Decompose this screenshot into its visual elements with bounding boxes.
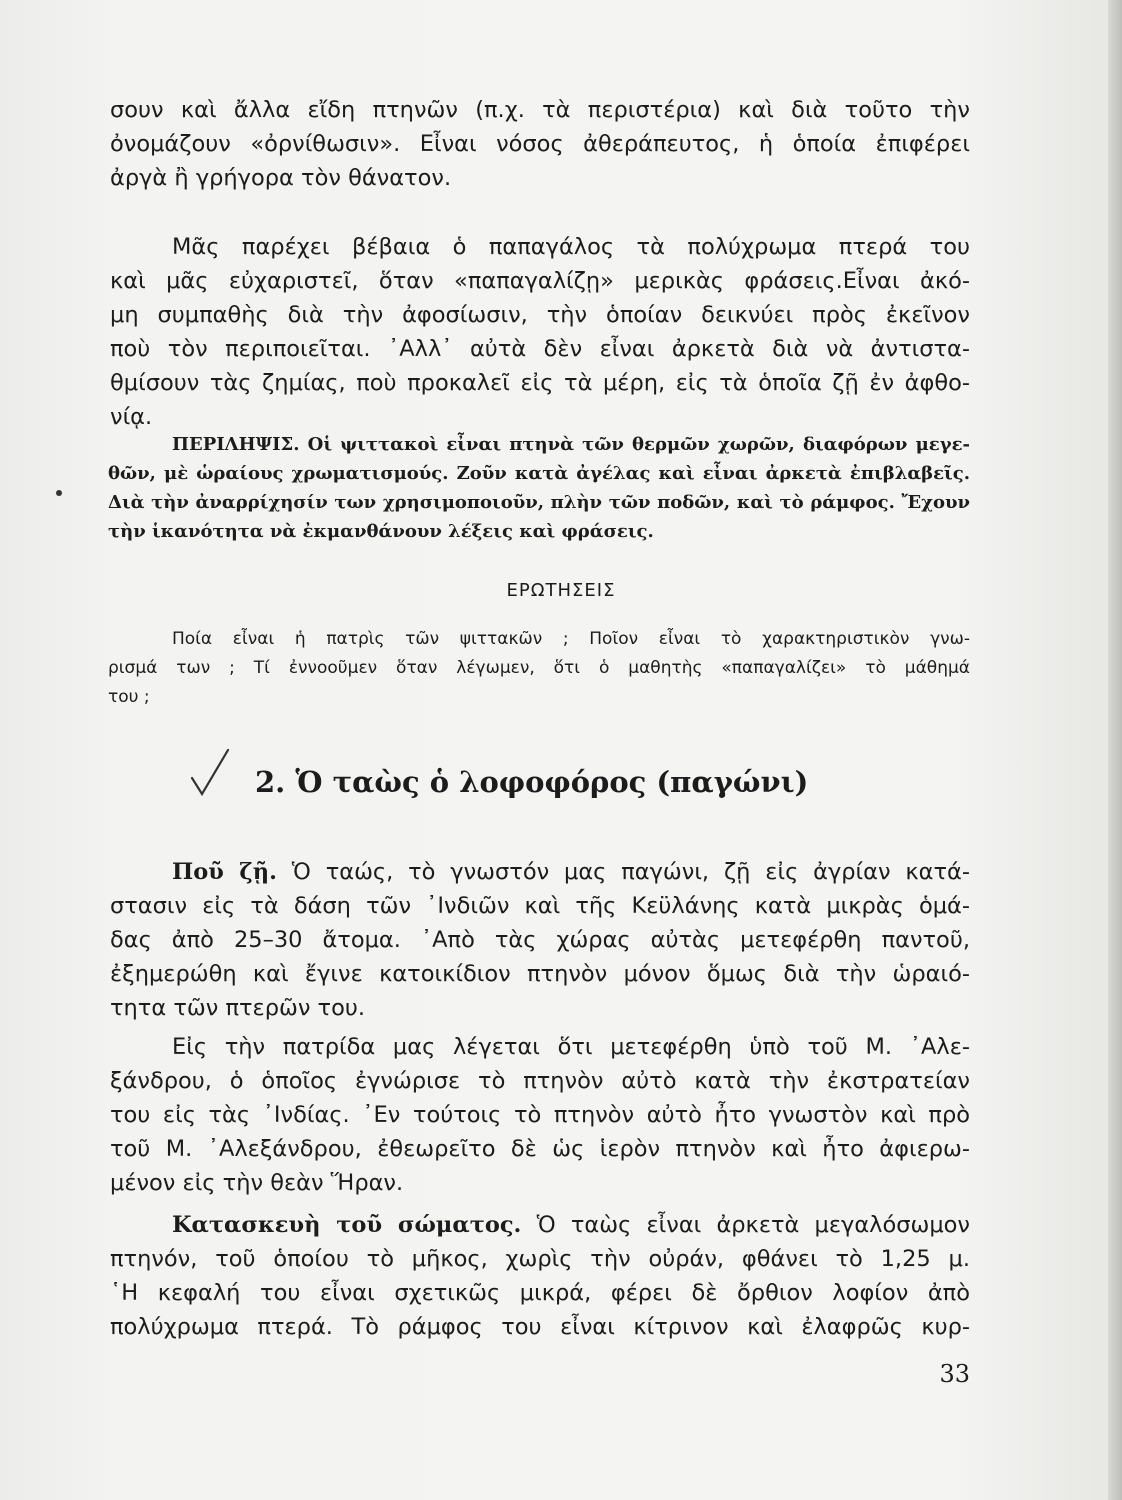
text-line: τητα τῶν πτερῶν του. [110,995,366,1021]
summary-line: Διὰ τὴν ἀναρρίχησίν των χρησιμοποιοῦν, πλὴν τῶν ποδῶν, καὶ τὸ ράμφος. Ἔχουν [108,492,970,513]
question-line: του ; [108,687,150,707]
questions-title: ΕΡΩΤΗΣΕΙΣ [506,580,616,601]
text-line: μη συμπαθὴς διὰ τὴν ἀφοσίωσιν, τὴν ὁποίαν δεικνύει πρὸς ἐκεῖνον [110,302,970,328]
margin-dot [56,490,62,496]
text-line [110,855,970,889]
question-line: Ποία εἶναι ἡ πατρὶς τῶν ψιττακῶν ; Ποῖον εἶναι τὸ χαρακτηριστικὸν γνω- [172,629,970,649]
questions-block [108,625,970,712]
paragraph-1 [110,93,970,195]
summary-line: ΠΕΡΙΛΗΨΙΣ. Οἱ ψιττακοὶ εἶναι πτηνὰ τῶν θερμῶν χωρῶν, διαφόρων μεγε- [172,434,970,455]
text-line: σουν καὶ ἄλλα εἴδη πτηνῶν (π.χ. τὰ περιστέρια) καὶ διὰ τοῦτο τὴν [110,97,970,123]
text-line: ῾Η κεφαλή του εἶναι σχετικῶς μικρά, φέρει δὲ ὄρθιον λοφίον ἀπὸ [110,1280,970,1306]
handwritten-checkmark-icon [188,748,232,798]
paragraph-2 [110,230,970,434]
paragraph-3 [110,855,970,1025]
text-line: δας ἀπὸ 25–30 ἄτομα. ᾿Απὸ τὰς χώρας αὐτὰς μετεφέρθη παντοῦ, [110,927,970,953]
text-line: ἐξημερώθη καὶ ἔγινε κατοικίδιον πτηνὸν μόνον ὅμως διὰ τὴν ὡραιό- [110,961,970,987]
runin-heading: Κατασκευὴ τοῦ σώματος. [172,1212,522,1238]
page-edge-shadow [1108,0,1122,1500]
text-line: θμίσουν τὰς ζημίας, ποὺ προκαλεῖ εἰς τὰ μέρη, εἰς τὰ ὁποῖα ζῇ ἐν ἀφθο- [110,370,970,396]
text-line: νίᾳ. [110,404,153,430]
summary-line: τὴν ἱκανότητα νὰ ἐκμανθάνουν λέξεις καὶ φράσεις. [108,521,654,542]
text-line: καὶ μᾶς εὐχαριστεῖ, ὅταν «παπαγαλίζῃ» μερικὰς φράσεις.Εἶναι ἀκό- [110,268,970,294]
text-line [110,1208,970,1242]
text-line: Εἰς τὴν πατρίδα μας λέγεται ὅτι μετεφέρθη ὑπὸ τοῦ Μ. ᾿Αλε- [172,1034,970,1060]
text-line: Μᾶς παρέχει βέβαια ὁ παπαγάλος τὰ πολύχρωμα πτερά του [172,234,970,260]
summary-block [108,430,970,546]
section-heading: 2. Ὁ ταὼς ὁ λοφοφόρος (παγώνι) [255,765,809,799]
text-line: ξάνδρου, ὁ ὁποῖος ἐγνώρισε τὸ πτηνὸν αὐτὸ κατὰ τὴν ἐκστρατείαν [110,1068,970,1094]
question-line: ρισμά των ; Τί ἐννοοῦμεν ὅταν λέγωμεν, ὅτι ὁ μαθητὴς «παπαγαλίζει» τὸ μάθημά [108,658,970,678]
text-line: ἀργὰ ἢ γρήγορα τὸν θάνατον. [110,165,452,191]
text-line: τοῦ Μ. ᾿Αλεξάνδρου, ἐθεωρεῖτο δὲ ὡς ἱερὸν πτηνὸν καὶ ἦτο ἀφιερω- [110,1136,970,1162]
text-line: ποὺ τὸν περιποιεῖται. ᾿Αλλ᾿ αὐτὰ δὲν εἶναι ἀρκετὰ διὰ νὰ ἀντιστα- [110,336,970,362]
summary-line: θῶν, μὲ ὡραίους χρωματισμούς. Ζοῦν κατὰ ἀγέλας καὶ εἶναι ἀρκετὰ ἐπιβλαβεῖς. [108,463,970,484]
text-fragment: Ὁ ταὼς εἶναι ἀρκετὰ μεγαλόσωμον [521,1212,971,1238]
text-line: πολύχρωμα πτερά. Τὸ ράμφος του εἶναι κίτρινον καὶ ἐλαφρῶς κυρ- [110,1314,970,1340]
runin-heading: Ποῦ ζῇ. [172,859,277,885]
text-fragment: Ὁ ταώς, τὸ γνωστόν μας παγώνι, ζῇ εἰς ἀγρίαν κατά- [276,859,971,885]
paragraph-5 [110,1208,970,1344]
paragraph-4 [110,1030,970,1200]
text-line: στασιν εἰς τὰ δάση τῶν ᾿Ινδιῶν καὶ τῆς Κεϋλάνης κατὰ μικρὰς ὁμά- [110,893,970,919]
page-number: 33 [939,1360,970,1388]
text-line: ὀνομάζουν «ὀρνίθωσιν». Εἶναι νόσος ἀθεράπευτος, ἡ ὁποία ἐπιφέρει [110,131,970,157]
text-line: μένον εἰς τὴν θεὰν Ἥραν. [110,1170,404,1196]
text-line: του εἰς τὰς ᾿Ινδίας. ᾿Εν τούτοις τὸ πτηνὸν αὐτὸ ἦτο γνωστὸν καὶ πρὸ [110,1102,970,1128]
text-line: πτηνόν, τοῦ ὁποίου τὸ μῆκος, χωρὶς τὴν οὐράν, φθάνει τὸ 1,25 μ. [110,1246,970,1272]
